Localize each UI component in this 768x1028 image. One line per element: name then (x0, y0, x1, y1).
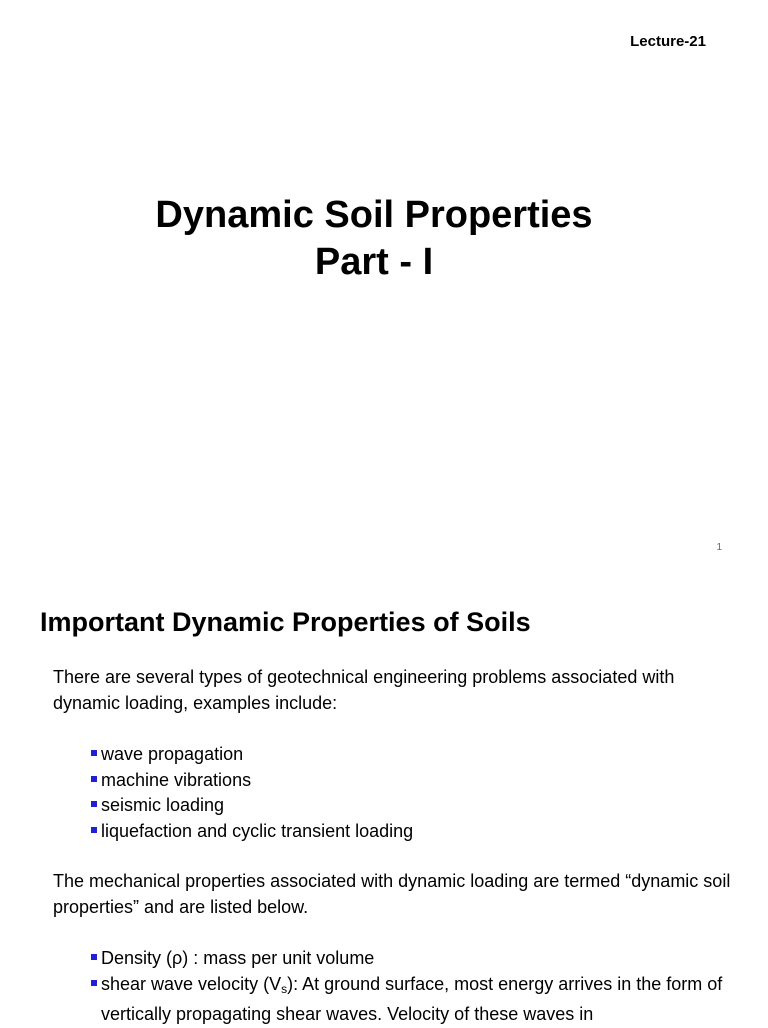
bullet-square-icon (91, 776, 97, 782)
list-item-text: machine vibrations (101, 769, 252, 790)
subscript-s: s (281, 981, 288, 996)
list-item-shear-wave-velocity (91, 972, 731, 1028)
title-line-2: Part - I (314, 241, 434, 283)
shear-wave-text-suffix: ): At ground surface, most energy arrives in the form of vertically propagating shear waves. Velocity of these waves in (101, 973, 723, 1024)
bullet-square-icon (91, 750, 97, 756)
slide-heading: Important Dynamic Properties of Soils (40, 607, 531, 637)
shear-wave-text-prefix: shear wave velocity (V (101, 973, 282, 994)
list-item-text: liquefaction and cyclic transient loading (101, 820, 414, 841)
bullet-square-icon (91, 827, 97, 833)
bullet-square-icon (91, 801, 97, 807)
slide-title (0, 192, 748, 286)
bullet-square-icon (91, 954, 97, 960)
intro-paragraph: There are several types of geotechnical engineering problems associated with dynamic loading, examples include: (53, 667, 675, 713)
list-item-density (91, 946, 731, 972)
content-slide (0, 575, 768, 1024)
properties-intro-paragraph: The mechanical properties associated with dynamic loading are termed “dynamic soil properties” and are listed below. (53, 871, 731, 917)
lecture-label: Lecture-21 (630, 33, 706, 50)
list-item (91, 819, 731, 845)
examples-list (91, 742, 731, 844)
list-item (91, 793, 731, 819)
list-item-text: Density (ρ) : mass per unit volume (101, 948, 375, 968)
bullet-square-icon (91, 980, 97, 986)
list-item (91, 742, 731, 768)
properties-list (91, 946, 731, 1028)
title-line-1: Dynamic Soil Properties (155, 194, 593, 236)
page-number: 1 (716, 542, 722, 553)
list-item-text: seismic loading (101, 795, 225, 815)
list-item (91, 768, 731, 794)
list-item-text: wave propagation (101, 744, 244, 764)
